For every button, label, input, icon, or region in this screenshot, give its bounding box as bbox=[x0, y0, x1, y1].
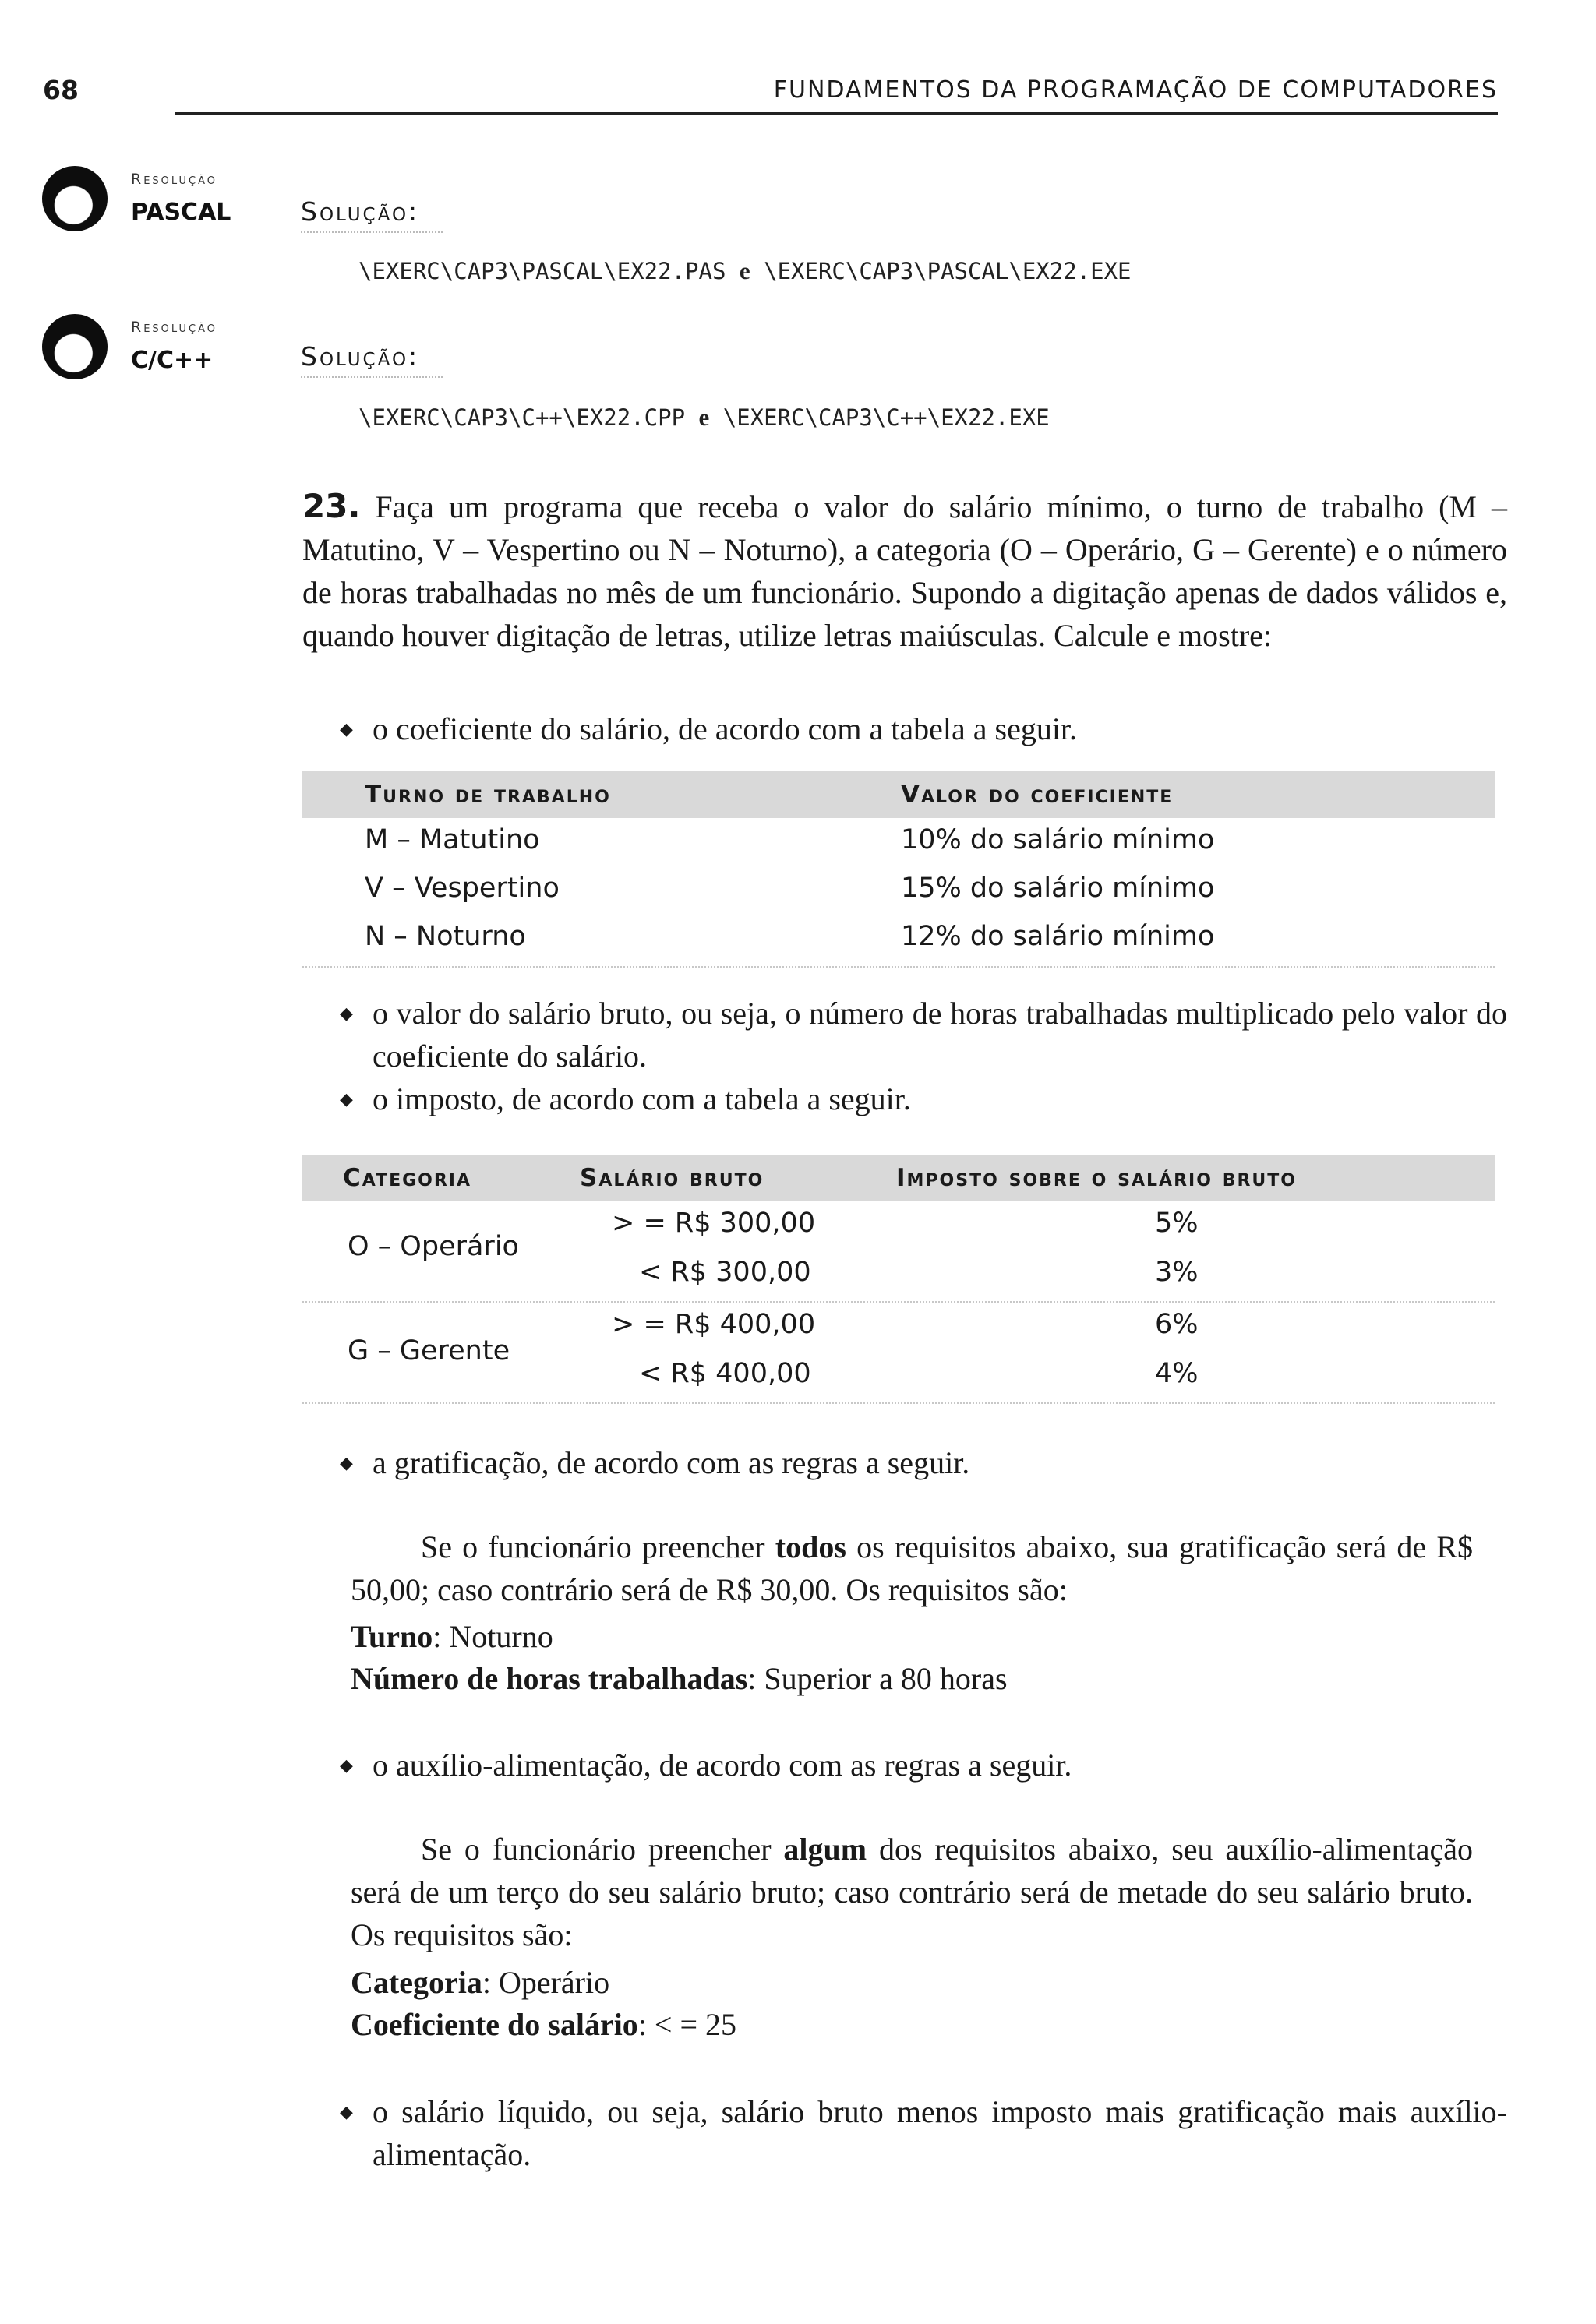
exercise-number: 23. bbox=[302, 487, 361, 525]
coefficient-table-header bbox=[302, 771, 1495, 818]
rule-text: dos requisitos abaixo, seu auxílio-alimentação será de um terço do seu salário bruto; caso contrário será de metade do seu salário bruto. Os requisitos são: bbox=[351, 1832, 1473, 1952]
table-cell-tax: 4% bbox=[1155, 1358, 1199, 1389]
bullet-bonus: ◆ a gratificação, de acordo com as regras a seguir. bbox=[373, 1441, 1507, 1484]
requirement-label: Categoria bbox=[351, 1965, 482, 2000]
table-cell-category: G – Gerente bbox=[348, 1335, 510, 1367]
bullet-meal-aid: ◆ o auxílio-alimentação, de acordo com as regras a seguir. bbox=[373, 1744, 1507, 1786]
exe-file-path: \EXERC\CAP3\C++\EX22.EXE bbox=[722, 404, 1050, 431]
requirement-label: Turno bbox=[351, 1619, 433, 1654]
exe-file-path: \EXERC\CAP3\PASCAL\EX22.EXE bbox=[764, 258, 1132, 284]
column-header-coefficient: Valor do coeficiente bbox=[901, 781, 1174, 809]
table-cell-gross-salary: < R$ 300,00 bbox=[639, 1257, 811, 1288]
bonus-requirement-shift bbox=[351, 1617, 553, 1656]
solution-files-cpp bbox=[358, 404, 1050, 432]
disc-icon bbox=[42, 166, 108, 231]
bullet-tax: ◆ o imposto, de acordo com a tabela a seguir. bbox=[373, 1077, 1507, 1120]
bullet-net-salary: ◆ o salário líquido, ou seja, salário bruto menos imposto mais gratificação mais auxílio-alimentação. bbox=[373, 2090, 1507, 2176]
source-file-path: \EXERC\CAP3\C++\EX22.CPP bbox=[358, 404, 686, 431]
rule-emphasis: todos bbox=[775, 1529, 846, 1564]
conjunction: e bbox=[739, 257, 750, 284]
rule-text: Se o funcionário preencher bbox=[421, 1529, 765, 1564]
page-number: 68 bbox=[43, 75, 79, 105]
meal-requirement-coefficient bbox=[351, 2005, 736, 2044]
table-cell-gross-salary: < R$ 400,00 bbox=[639, 1358, 811, 1389]
header-rule bbox=[175, 112, 1498, 115]
meal-aid-rules-intro bbox=[351, 1828, 1473, 1956]
column-header-gross-salary: Salário bruto bbox=[580, 1164, 764, 1192]
column-header-shift: Turno de trabalho bbox=[365, 781, 611, 809]
table-cell-tax: 6% bbox=[1155, 1309, 1199, 1340]
badge-kicker: Resolução bbox=[131, 171, 217, 188]
resolution-badge-pascal bbox=[37, 160, 271, 238]
solution-files-pascal bbox=[358, 257, 1132, 285]
requirement-label: Coeficiente do salário bbox=[351, 2007, 638, 2042]
tax-table-header bbox=[302, 1155, 1495, 1201]
table-cell-shift: M – Matutino bbox=[365, 824, 540, 855]
exercise-statement bbox=[302, 485, 1507, 657]
bullet-gross-salary: ◆ o valor do salário bruto, ou seja, o número de horas trabalhadas multiplicado pelo valor do coeficiente do salário. bbox=[373, 992, 1507, 1077]
solution-label: Solução: bbox=[301, 196, 420, 227]
rule-text: Se o funcionário preencher bbox=[421, 1832, 772, 1867]
requirement-value: : Noturno bbox=[433, 1619, 553, 1654]
bonus-requirement-hours bbox=[351, 1659, 1008, 1698]
bonus-rules-intro bbox=[351, 1525, 1473, 1611]
table-cell-tax: 3% bbox=[1155, 1257, 1199, 1288]
badge-kicker: Resolução bbox=[131, 319, 217, 336]
rule-emphasis: algum bbox=[783, 1832, 867, 1867]
requirement-value: : Superior a 80 horas bbox=[747, 1661, 1008, 1696]
exercise-text: Faça um programa que receba o valor do salário mínimo, o turno de trabalho (M – Matutino, V – Vespertino ou N – Noturno), a categoria (O – Operário, G – Gerente) e o número de horas trabalhadas no mês de um funcionário. Supondo a digitação apenas de dados válidos e, quando houver digitação de letras, utilize letras maiúsculas. Calcule e mostre: bbox=[302, 489, 1507, 653]
requirement-label: Número de horas trabalhadas bbox=[351, 1661, 748, 1696]
requirement-value: : < = 25 bbox=[637, 2007, 737, 2042]
column-header-category: Categoria bbox=[343, 1164, 472, 1192]
column-header-tax: Imposto sobre o salário bruto bbox=[896, 1164, 1297, 1192]
resolution-badge-cpp bbox=[37, 308, 271, 386]
table-group-rule bbox=[302, 1301, 1495, 1303]
table-cell-coefficient: 15% do salário mínimo bbox=[901, 873, 1215, 904]
badge-language: C/C++ bbox=[131, 347, 214, 374]
source-file-path: \EXERC\CAP3\PASCAL\EX22.PAS bbox=[358, 258, 726, 284]
badge-language: PASCAL bbox=[131, 199, 231, 226]
table-cell-coefficient: 10% do salário mínimo bbox=[901, 824, 1215, 855]
table-bottom-rule bbox=[302, 1402, 1495, 1404]
table-cell-shift: N – Noturno bbox=[365, 921, 526, 952]
meal-requirement-category bbox=[351, 1963, 609, 2002]
solution-label: Solução: bbox=[301, 341, 420, 372]
table-cell-gross-salary: > = R$ 300,00 bbox=[612, 1208, 816, 1239]
bullet-coefficient: ◆ o coeficiente do salário, de acordo com a tabela a seguir. bbox=[373, 707, 1507, 750]
table-cell-shift: V – Vespertino bbox=[365, 873, 560, 904]
table-cell-gross-salary: > = R$ 400,00 bbox=[612, 1309, 816, 1340]
running-title: FUNDAMENTOS DA PROGRAMAÇÃO DE COMPUTADORES bbox=[773, 76, 1498, 104]
table-cell-coefficient: 12% do salário mínimo bbox=[901, 921, 1215, 952]
rule-text: os requisitos abaixo, sua gratificação será de R$ 50,00; caso contrário será de R$ 30,00. Os requisitos são: bbox=[351, 1529, 1474, 1607]
requirement-value: : Operário bbox=[482, 1965, 610, 2000]
table-cell-tax: 5% bbox=[1155, 1208, 1199, 1239]
disc-icon bbox=[42, 314, 108, 379]
table-bottom-rule bbox=[302, 966, 1495, 968]
conjunction: e bbox=[698, 404, 710, 431]
table-cell-category: O – Operário bbox=[348, 1231, 519, 1262]
